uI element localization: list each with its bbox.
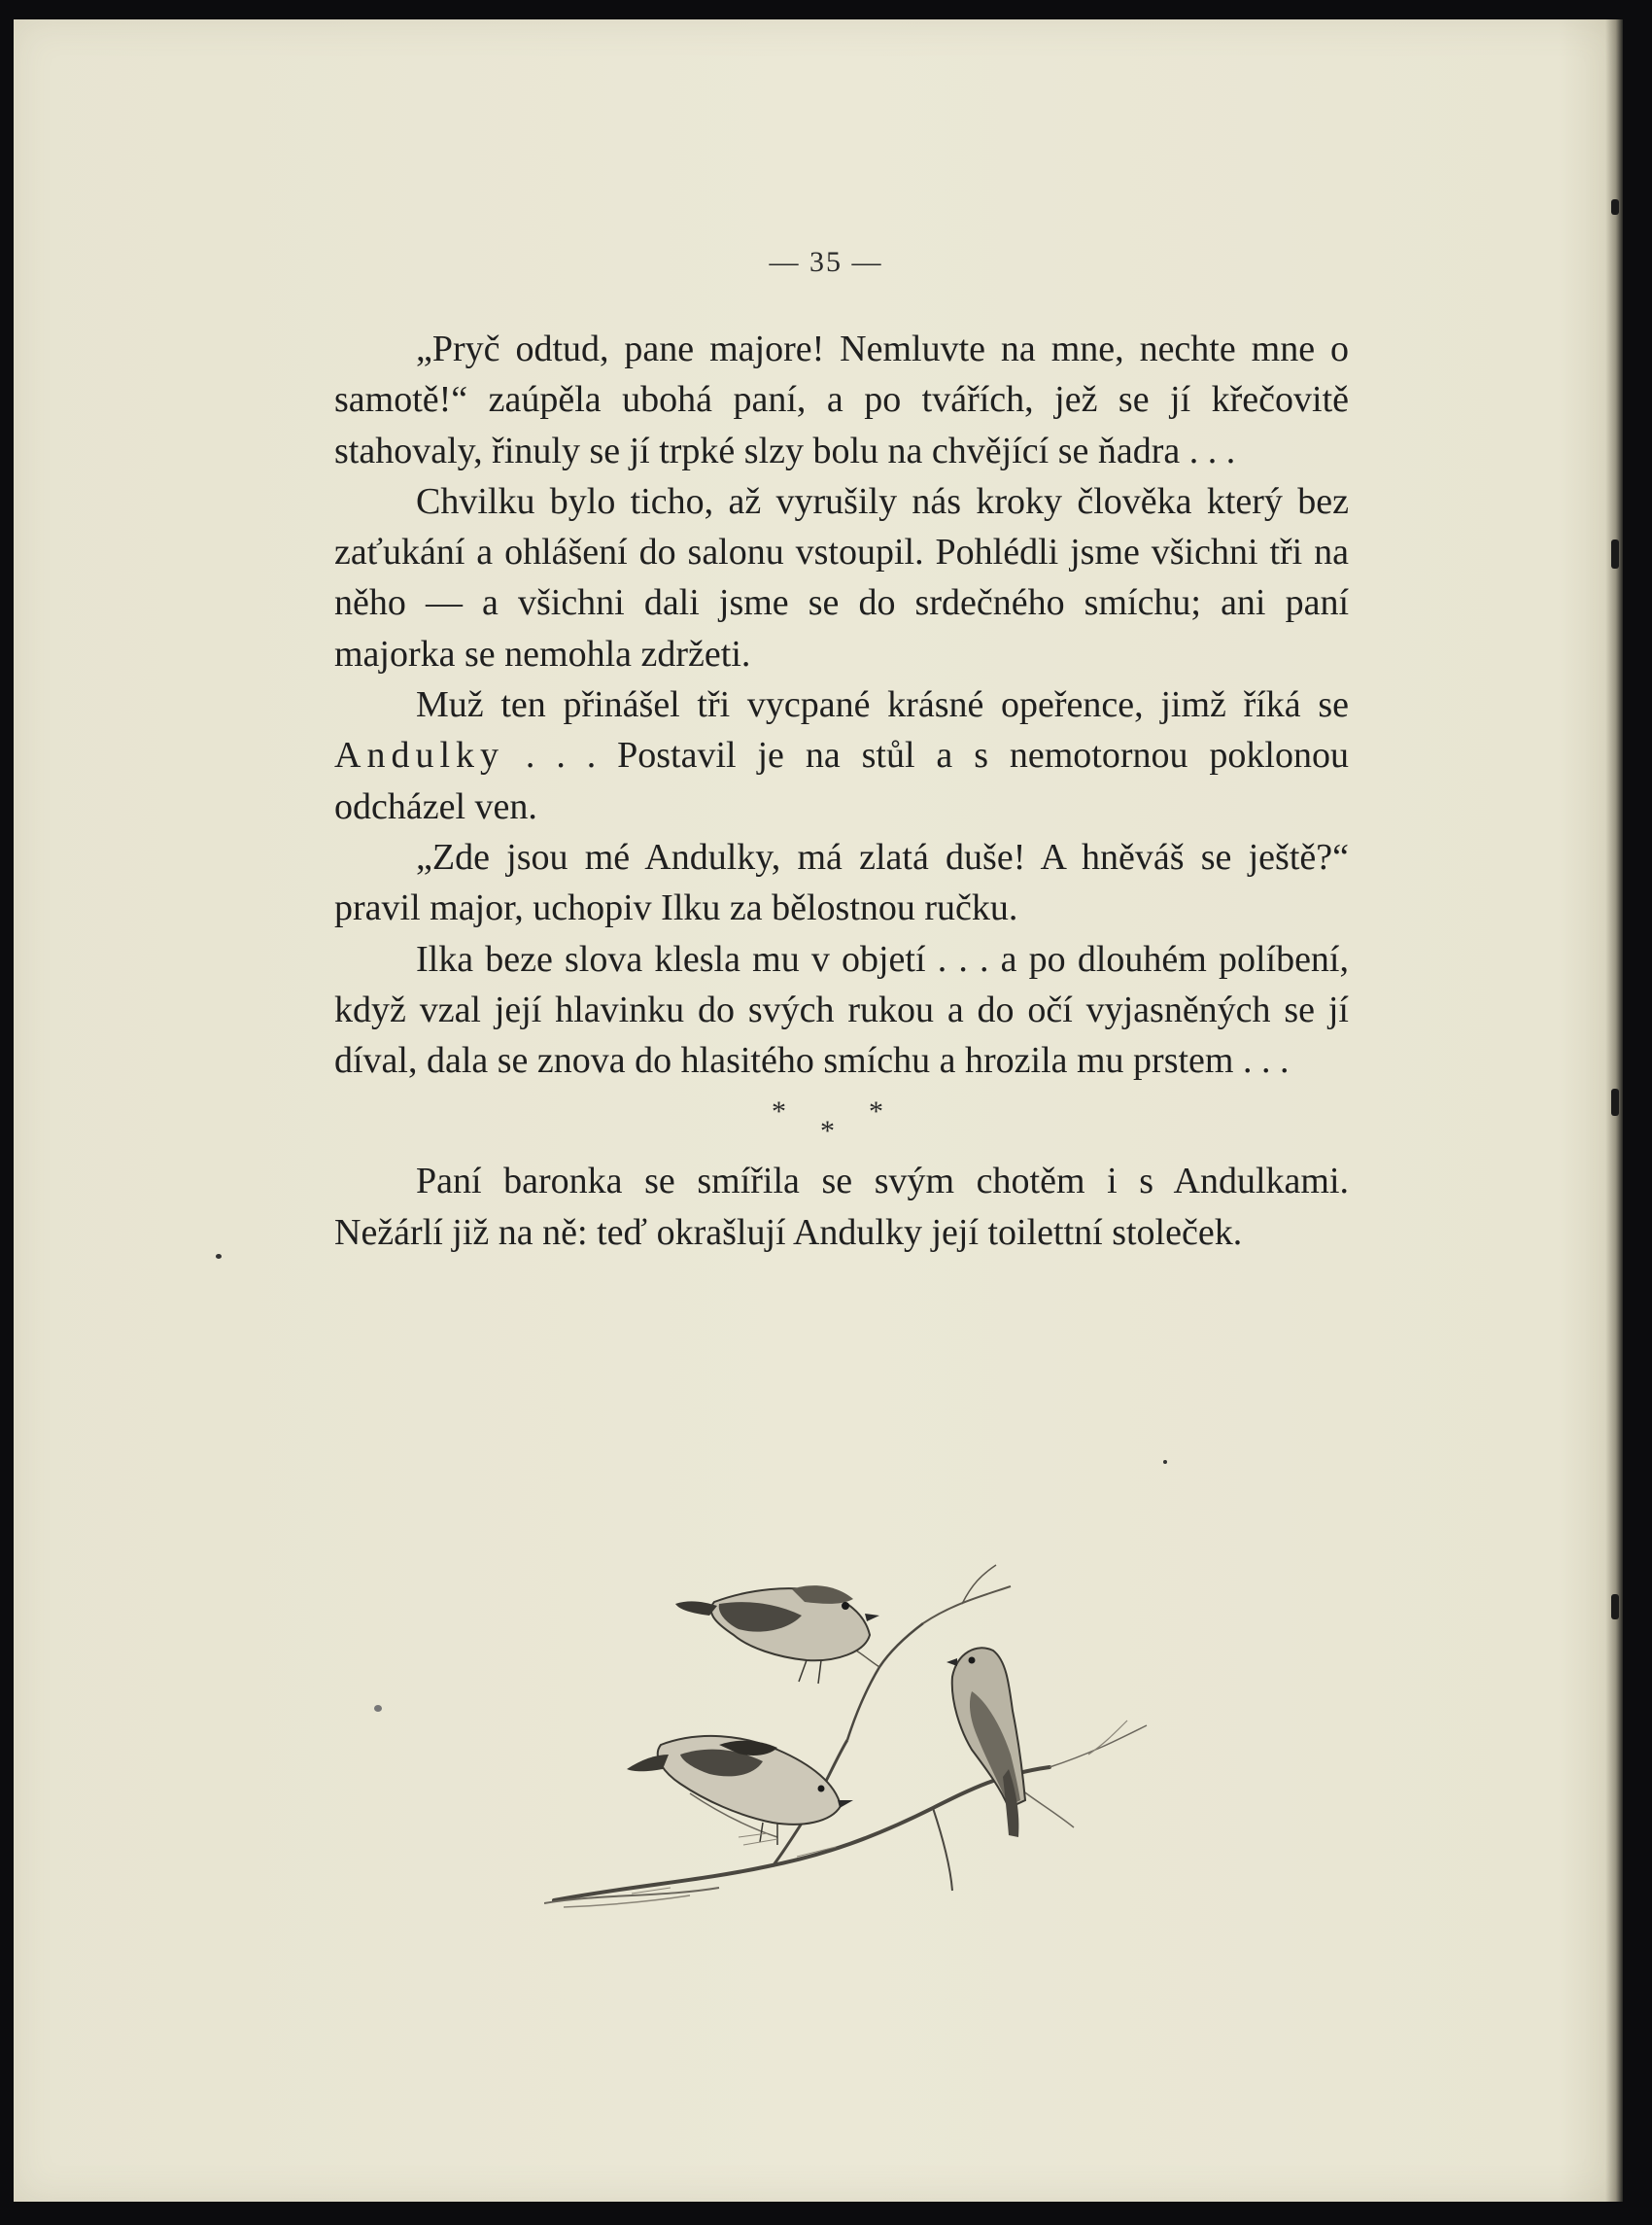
paragraph-text: Muž ten přinášel tři vycpané krásné opeřence, jimž říká se — [416, 684, 1349, 726]
final-paragraph: Paní baronka se smířila se svým chotěm i s Andulkami. Nežárlí již na ně: teď okrašlují Andulky její toilettní stoleček. — [334, 1161, 1349, 1253]
print-speck — [1163, 1460, 1167, 1464]
edge-mark — [1611, 199, 1619, 215]
page-number: — 35 — — [769, 246, 883, 278]
asterisk-icon: * — [869, 1095, 883, 1129]
paragraph — [334, 679, 1349, 832]
paragraph: „Zde jsou mé Andulky, má zlatá duše! A hněváš se ještě?“ pravil major, uchopiv Ilku za bělostnou ručku. — [334, 836, 1349, 929]
spaced-word: Andulky — [334, 735, 504, 777]
edge-mark — [1611, 1089, 1619, 1116]
paragraph-text: . . . Postavil je na stůl a s nemotornou poklonou odcházel ven. — [334, 735, 1349, 827]
print-speck — [216, 1254, 222, 1259]
edge-mark — [1611, 539, 1619, 569]
asterism-separator — [334, 1086, 1349, 1156]
print-speck — [374, 1705, 382, 1712]
paragraph: Chvilku bylo ticho, až vyrušily nás kroky člověka který bez zaťukání a ohlášení do salonu vstoupil. Pohlédli jsme všichni tři na něho — a všichni dali jsme se do srdečného smíchu; ani paní majorka se nemohla zdržeti. — [334, 480, 1349, 675]
asterisk-icon: * — [772, 1095, 786, 1129]
edge-mark — [1611, 1594, 1619, 1619]
birds-on-branch-icon — [544, 1546, 1166, 1915]
paragraph: Ilka beze slova klesla mu v objetí . . . a po dlouhém políbení, když vzal její hlavinku do svých rukou a do očí vyjasněných se jí díval, dala se znova do hlasitého smíchu a hrozila mu prstem . . . — [334, 938, 1349, 1082]
body-text — [334, 324, 1349, 1258]
paragraph: „Pryč odtud, pane majore! Nemluvte na mne, nechte mne o samotě!“ zaúpěla ubohá paní, a po tvářích, jež se jí křečovitě stahovaly, řinuly se jí trpké slzy bolu na chvějící se ňadra . . . — [334, 329, 1349, 471]
asterisk-icon: * — [820, 1115, 835, 1148]
